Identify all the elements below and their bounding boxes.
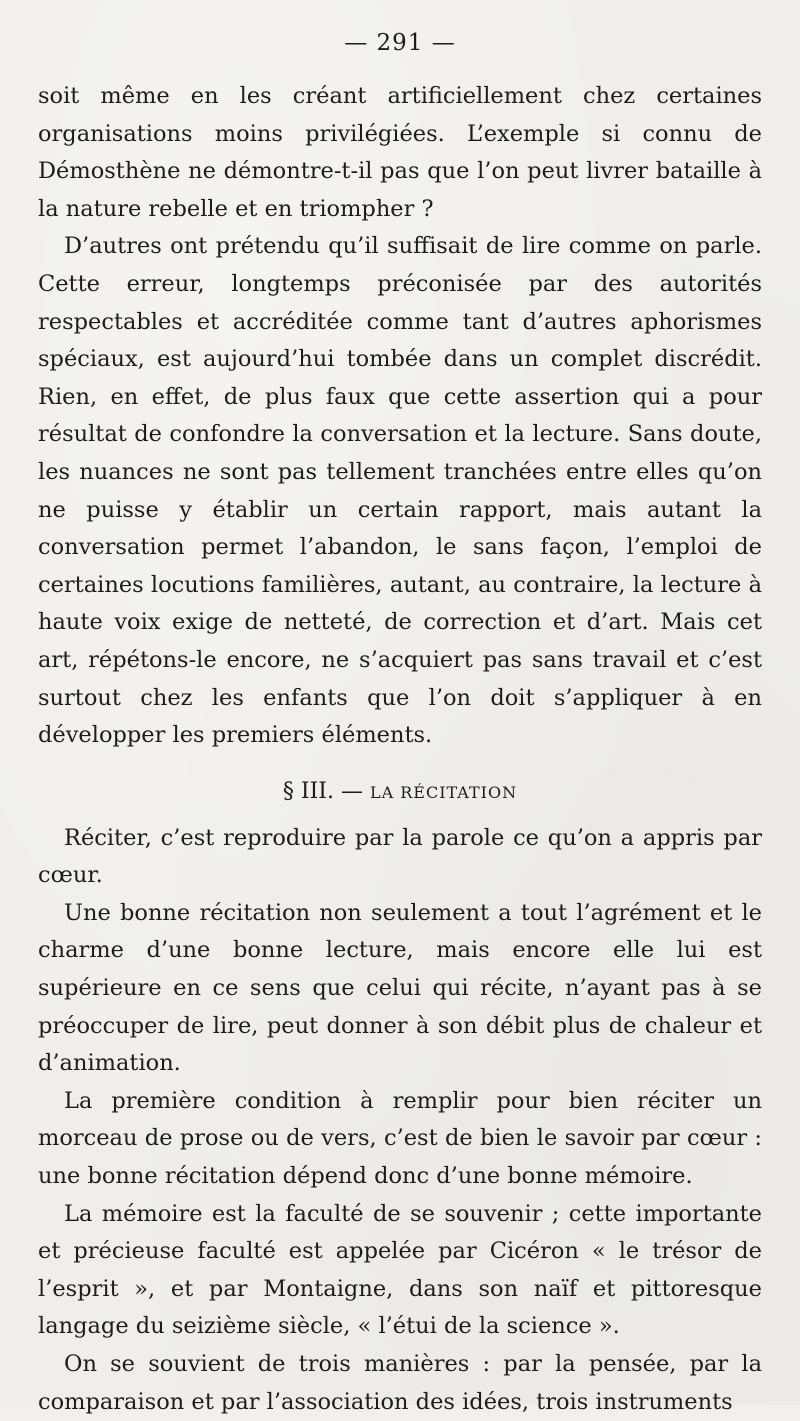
section-number: § III. (282, 778, 334, 804)
paragraph: Une bonne récitation non seulement a tout l’agrément et le charme d’une bonne lecture, mais encore elle lui est supérieure en ce sens que celui qui récite, n’ayant pas à se préoccuper de lire, peut donner à son débit plus de chaleur et d’animation. (38, 899, 762, 1077)
paragraph: soit même en les créant artificiellement chez certaines organisations moins privilégiées. L’exemple si connu de Démosthène ne démontre-t-il pas que l’on peut livrer bataille à la nature rebelle et en triompher ? (38, 83, 762, 222)
paragraph: La première condition à remplir pour bien réciter un morceau de prose ou de vers, c’est de bien le savoir par cœur : une bonne récitation dépend donc d’une bonne mémoire. (38, 1087, 762, 1190)
section-dash: — (340, 778, 363, 804)
section-title: LA RÉCITATION (369, 782, 518, 802)
page-number: — 291 — (344, 30, 456, 56)
paragraph: D’autres ont prétendu qu’il suffisait de lire comme on parle. Cette erreur, longtemps préconisée par des autorités respectables et accréditée comme tant d’autres aphorismes spéciaux, est aujourd’hui tombée dans un complet discrédit. Rien, en effet, de plus faux que cette assertion qui a pour résultat de confondre la conversation et la lecture. Sans doute, les nuances ne sont pas tellement tranchées entre elles qu’on ne puisse y établir un certain rapport, mais autant la conversation permet l’abandon, le sans façon, l’emploi de certaines locutions familières, autant, au contraire, la lecture à haute voix exige de netteté, de correction et d’art. Mais cet art, répétons-le encore, ne s’acquiert pas sans travail et c’est surtout chez les enfants que l’on doit s’appliquer à en développer les premiers éléments. (38, 233, 762, 749)
section-heading (38, 775, 762, 810)
paragraph: La mémoire est la faculté de se souvenir ; cette importante et précieuse faculté est appelée par Cicéron « le trésor de l’esprit », et par Montaigne, dans son naïf et pittoresque langage du seizième siècle, « l’étui de la science ». (38, 1200, 762, 1340)
paragraph: Réciter, c’est reproduire par la parole ce qu’on a appris par cœur. (38, 824, 762, 889)
body-text (38, 78, 762, 1421)
paragraph: On se souvient de trois manières : par la pensée, par la comparaison et par l’association des idées, trois instruments (38, 1351, 762, 1415)
